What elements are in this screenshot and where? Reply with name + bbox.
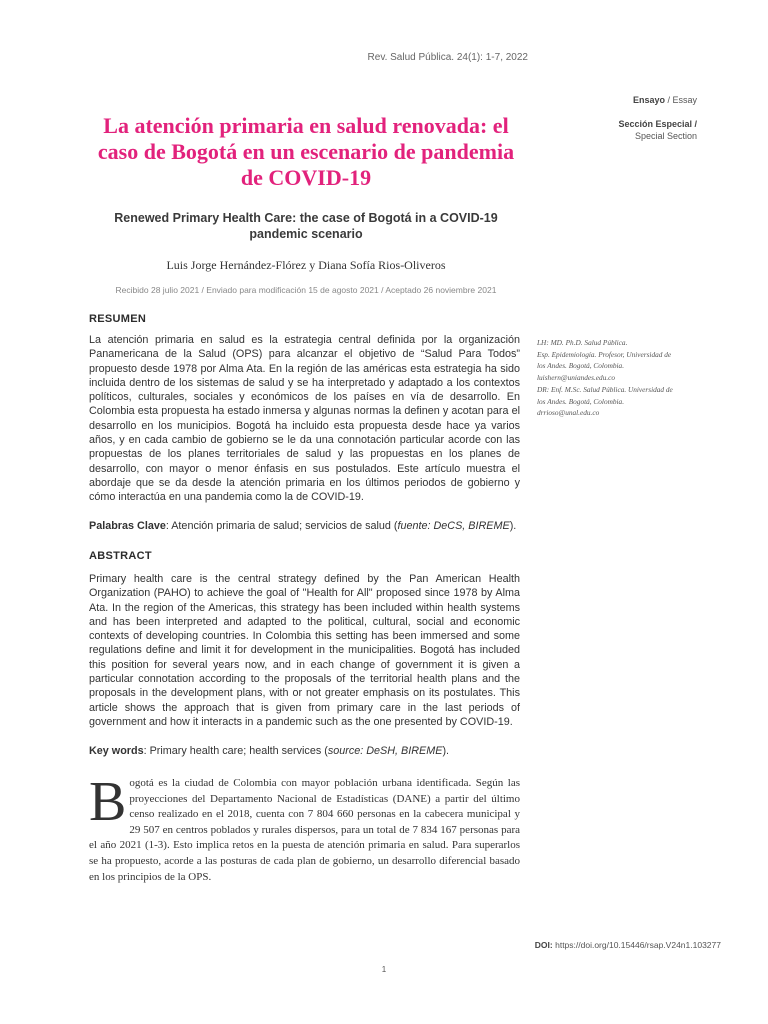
article-title: La atención primaria en salud renovada: el caso de Bogotá en un escenario de pandemia de COVID-19 [97,113,515,190]
palabras-clave-text: : Atención primaria de salud; servicios de salud ( [165,520,398,532]
abstract-heading: ABSTRACT [89,550,152,562]
body-text: ogotá es la ciudad de Colombia con mayor población urbana identificada. Según las proyecciones del Departamento Nacional de Estadísticas (DANE) a partir del último censo realizado en el 2018, cuenta con 7 804 660 personas en la cabecera municipal y 29 507 en centros poblados y rurales dispersos, para un total de 7 834 167 personas para el año 2021 (1-3). Esto implica retos en la puesta de atención primaria en salud. Para superarlos se ha propuesto, acorde a las posturas de cada plan de gobierno, un desarrollo diferencial basado en los principios de la OPS. [89,777,520,883]
palabras-clave-label: Palabras Clave [89,520,166,532]
article-type-label: Ensayo [632,95,665,105]
drop-cap: B [89,771,127,833]
article-subtitle: Renewed Primary Health Care: the case of Bogotá in a COVID-19 pandemic scenario [114,211,498,241]
page-number: 1 [381,965,387,974]
body-paragraph [89,771,520,885]
key-words-source: source: DeSH, BIREME [327,745,443,757]
resumen-heading: RESUMEN [89,313,147,325]
section-label: Sección Especial / [618,119,697,129]
article-type-en: / Essay [664,95,697,105]
affiliation-email: luishern@uniandes.edu.co [537,373,616,383]
article-dates: Recibido 28 julio 2021 / Enviado para modificación 15 de agosto 2021 / Aceptado 26 noviembre 2021 [115,285,497,295]
palabras-clave-end: ). [509,520,517,532]
journal-reference: Rev. Salud Pública. 24(1): 1-7, 2022 [367,52,528,63]
resumen-text: La atención primaria en salud es la estrategia central definida por la organización Panamericana de la Salud (OPS) para alcanzar el objetivo de “Salud Para Todos” propuesto desde 1978 por Alma Ata. En la región de las américas esta estrategia ha sido incluida dentro de los sistemas de salud y se ha interpretado y adaptado a los contextos políticos, culturales, sociales y económicos de los países en vía de desarrollo. En Colombia esta propuesta ha estado inmersa y algunas normas la definen y acotan para el desarrollo en los municipios. Bogotá ha incluido esta propuesta desde hace ya varios años, y en cada cambio de gobierno se le da una connotación particular acorde con las propuestas de los planes territoriales de salud y las propuestas en los planes de desarrollo, con mayor o menor énfasis en sus postulados. Este artículo muestra el abordaje que se da desde la atención primaria en los últimos periodos de gobierno y cómo interactúa en una pandemia como la de COVID-19. [89,334,520,504]
affiliation-line: los Andes. Bogotá, Colombia. [537,361,625,371]
palabras-clave-source: fuente: DeCS, BIREME [397,520,510,532]
key-words-end: ). [442,745,450,757]
article-section [618,118,697,142]
key-words-label: Key words [89,745,144,757]
affiliation-line: los Andes. Bogotá, Colombia. [537,396,625,406]
article-authors: Luis Jorge Hernández-Flórez y Diana Sofía Rios-Oliveros [166,258,446,272]
key-words [89,744,520,758]
doi-link[interactable]: https://doi.org/10.15446/rsap.V24n1.103277 [552,940,721,950]
section-label-en: Special Section [634,131,697,141]
affiliation-line: LH: MD. Ph.D. Salud Pública. [537,338,628,347]
key-words-text: : Primary health care; health services ( [143,745,328,757]
author-affiliations [537,337,737,419]
doi-label: DOI: [534,940,553,950]
abstract-text: Primary health care is the central strategy defined by the Pan American Health Organization (PAHO) to achieve the goal of "Health for All" proposed since 1978 by Alma Ata. In the region of the Americas, this strategy has been included within health systems and has been interpreted and adapted to the political, cultural, social and economic contexts of developing countries. In Colombia this setting has been immersed and some regulations define and limit it for development in the municipalities. Bogotá has included this position for several years now, and in each change of government it is given a particular connotation according to the proposals of the territorial health plans and the proposals in the development plans, with or not greater emphasis on its postulates. This article shows the approach that is given from primary care in the last periods of government and how it interacts in a pandemic such as the one presented by COVID-19. [89,573,520,728]
palabras-clave [89,519,520,533]
affiliation-line: DR: Enf. M.Sc. Salud Pública. Universidad de [537,384,673,394]
doi [535,940,721,950]
article-type [633,94,697,106]
affiliation-line: Esp. Epidemiología. Profesor, Universidad de [537,349,672,359]
affiliation-email: drrioso@unal.edu.co [537,408,600,418]
